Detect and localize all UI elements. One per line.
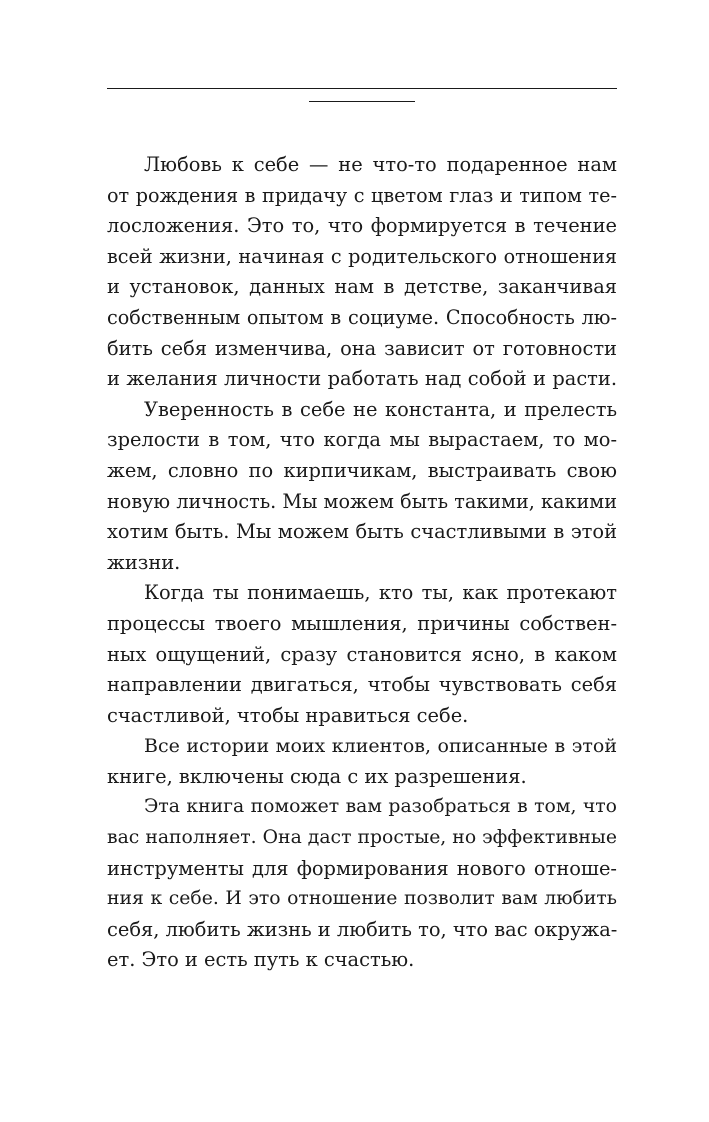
text-line: от рождения в придачу с цветом глаз и типом те- <box>107 183 617 207</box>
text-line: жем, словно по кирпичикам, выстраивать свою <box>107 458 617 482</box>
text-line: Когда ты понимаешь, кто ты, как протекают <box>144 581 617 605</box>
paragraph <box>107 395 617 579</box>
body-text <box>107 150 617 976</box>
text-line: процессы твоего мышления, причины собствен- <box>107 611 617 635</box>
text-line: и желания личности работать над собой и расти. <box>107 367 617 391</box>
paragraph <box>107 731 617 792</box>
text-line: себя, любить жизнь и любить то, что вас окружа- <box>107 917 618 941</box>
text-line: бить себя изменчива, она зависит от готовности <box>107 336 617 360</box>
text-line: инструменты для формирования нового отноше- <box>107 856 617 880</box>
header-rule <box>107 88 617 89</box>
text-line: Уверенность в себе не константа, и прелесть <box>144 397 617 421</box>
paragraph <box>107 578 617 731</box>
text-line: направлении двигаться, чтобы чувствовать себя <box>107 673 617 697</box>
text-line: хотим быть. Мы можем быть счастливыми в этой <box>107 520 617 544</box>
text-line: всей жизни, начиная с родительского отношения <box>107 244 617 268</box>
text-line: книге, включены сюда с их разрешения. <box>107 764 527 788</box>
text-line: ет. Это и есть путь к счастью. <box>107 948 415 972</box>
text-line: новую личность. Мы можем быть такими, какими <box>107 489 617 513</box>
text-line: зрелости в том, что когда мы вырастаем, то мо- <box>107 428 617 452</box>
text-line: лосложения. Это то, что формируется в течение <box>107 214 617 238</box>
text-line: ных ощущений, сразу становится ясно, в каком <box>107 642 617 666</box>
text-line: вас наполняет. Она даст простые, но эффективные <box>107 827 617 849</box>
text-line: собственным опытом в социуме. Способность лю- <box>107 305 617 329</box>
text-line: Все истории моих клиентов, описанные в этой <box>144 735 617 758</box>
header-short-rule <box>309 101 415 102</box>
text-line: ния к себе. И это отношение позволит вам любить <box>107 888 617 910</box>
text-line: и установок, данных нам в детстве, заканчивая <box>107 275 617 299</box>
text-line: жизни. <box>107 550 181 574</box>
paragraph <box>107 150 617 395</box>
text-line: Любовь к себе — не что-то подаренное нам <box>144 153 617 176</box>
text-line: Эта книга поможет вам разобраться в том, что <box>144 796 617 818</box>
paragraph <box>107 792 617 976</box>
text-line: счастливой, чтобы нравиться себе. <box>107 703 469 727</box>
